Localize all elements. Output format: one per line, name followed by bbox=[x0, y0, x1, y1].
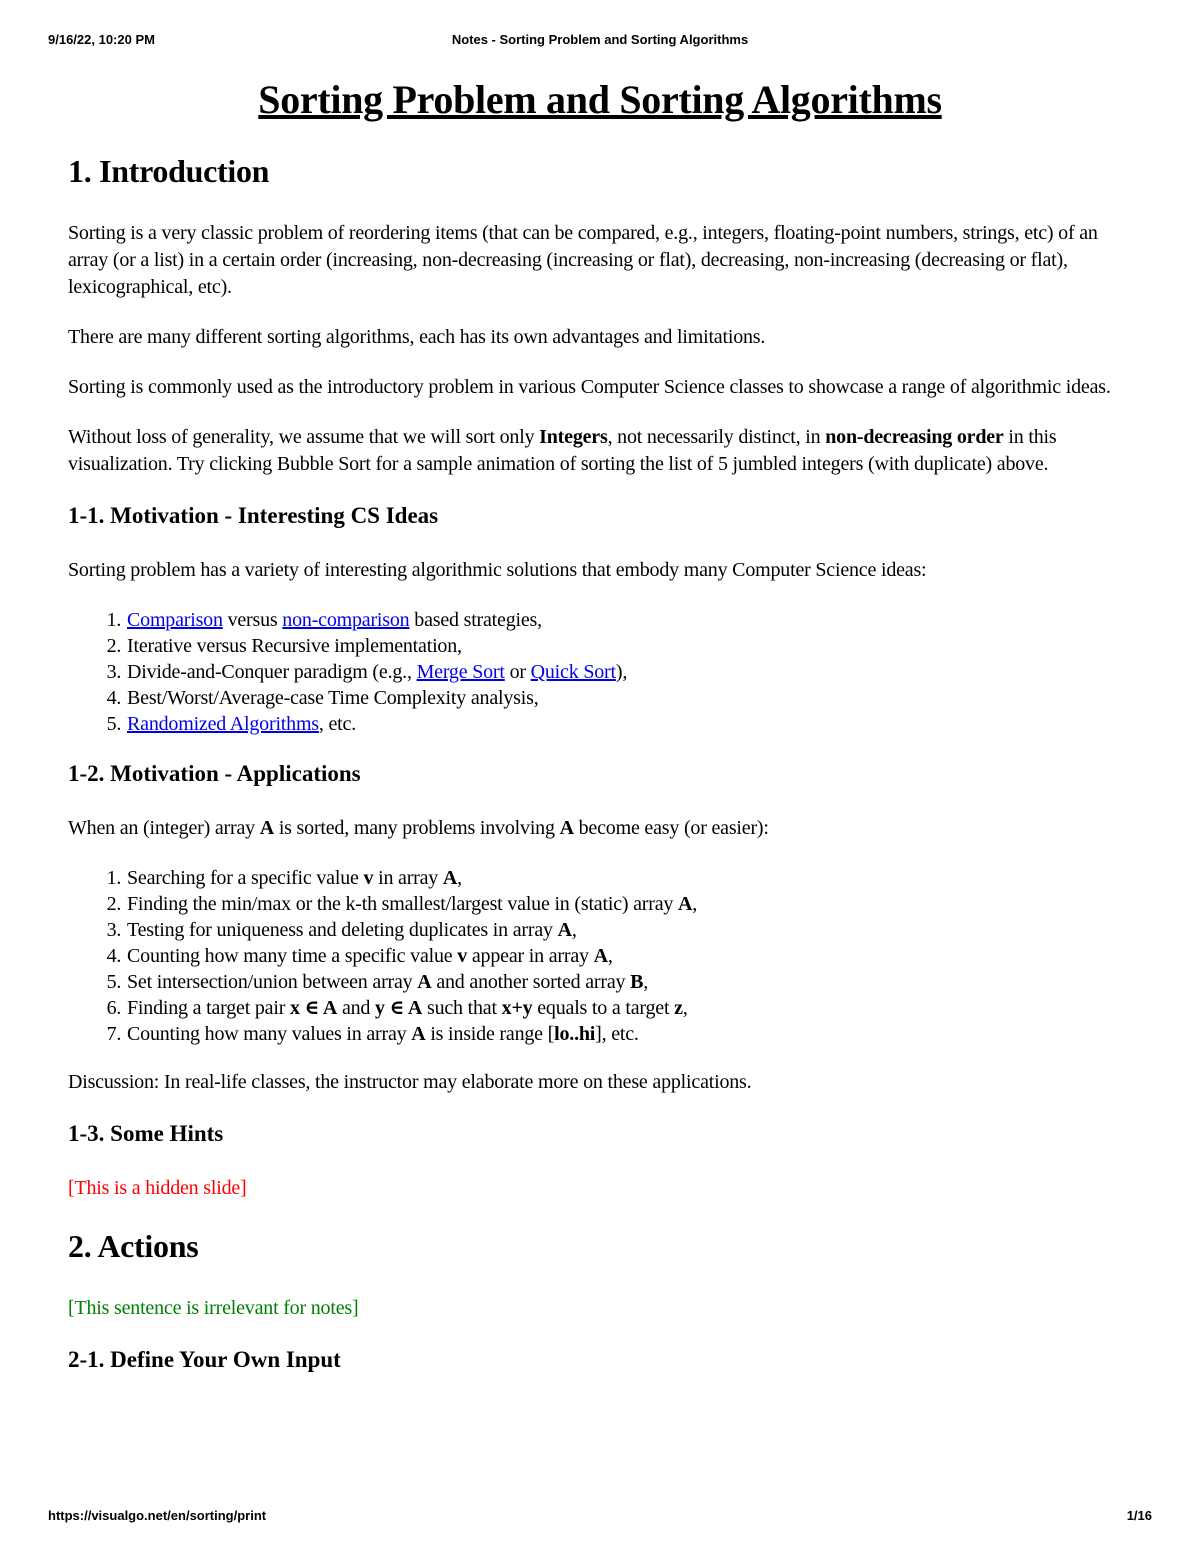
list-item: 3. Testing for uniqueness and deleting duplicates in array A, bbox=[126, 917, 1132, 943]
print-footer bbox=[48, 1508, 1152, 1528]
section-motivation-applications-heading: 1-2. Motivation - Applications bbox=[68, 761, 361, 786]
randomized-algorithms-link[interactable]: Randomized Algorithms bbox=[127, 713, 319, 735]
applications-list bbox=[68, 865, 1132, 1047]
section-hints-heading: 1-3. Some Hints bbox=[68, 1121, 224, 1146]
page-title: Sorting Problem and Sorting Algorithms bbox=[258, 77, 942, 122]
non-comparison-link[interactable]: non-comparison bbox=[282, 609, 410, 631]
motivation-ideas-intro: Sorting problem has a variety of interesting algorithmic solutions that embody many Computer Science ideas: bbox=[68, 559, 927, 581]
list-item: 1. Searching for a specific value v in array A, bbox=[126, 865, 1132, 891]
intro-paragraph-1: Sorting is a very classic problem of reordering items (that can be compared, e.g., integers, floating-point numbers, strings, etc) of an array (or a list) in a certain order (increasing, non-decreasing (increasing or flat), decreasing, non-increasing (decreasing or flat), lexicographical, etc). bbox=[68, 222, 1098, 298]
list-item: 2. Iterative versus Recursive implementation, bbox=[126, 633, 1132, 659]
hidden-slide-note: [This is a hidden slide] bbox=[68, 1177, 247, 1199]
page-number: 1/16 bbox=[1126, 1508, 1152, 1523]
intro-paragraph-4: Without loss of generality, we assume that we will sort only Integers, not necessarily distinct, in non-decreasing order in this visualization. Try clicking Bubble Sort for a sample animation of sorting the list of 5 jumbled integers (with duplicate) above. bbox=[68, 426, 1057, 475]
list-item: 1. Comparison versus non-comparison based strategies, bbox=[126, 607, 1132, 633]
section-introduction-heading: 1. Introduction bbox=[68, 153, 270, 189]
merge-sort-link[interactable]: Merge Sort bbox=[416, 661, 505, 683]
print-header bbox=[48, 32, 1152, 52]
list-item: 4. Counting how many time a specific value v appear in array A, bbox=[126, 943, 1132, 969]
list-item: 5. Set intersection/union between array A and another sorted array B, bbox=[126, 969, 1132, 995]
section-actions-heading: 2. Actions bbox=[68, 1228, 199, 1264]
section-define-input-heading: 2-1. Define Your Own Input bbox=[68, 1347, 341, 1372]
list-item: 2. Finding the min/max or the k-th smallest/largest value in (static) array A, bbox=[126, 891, 1132, 917]
list-item: 5. Randomized Algorithms, etc. bbox=[126, 711, 1132, 737]
applications-discussion: Discussion: In real-life classes, the instructor may elaborate more on these applications. bbox=[68, 1071, 752, 1093]
page-content bbox=[68, 70, 1132, 1401]
motivation-ideas-list bbox=[68, 607, 1132, 737]
list-item: 3. Divide-and-Conquer paradigm (e.g., Merge Sort or Quick Sort), bbox=[126, 659, 1132, 685]
list-item: 7. Counting how many values in array A is inside range [lo..hi], etc. bbox=[126, 1021, 1132, 1047]
intro-paragraph-2: There are many different sorting algorithms, each has its own advantages and limitations. bbox=[68, 326, 766, 348]
section-motivation-ideas-heading: 1-1. Motivation - Interesting CS Ideas bbox=[68, 503, 439, 528]
print-doc-title: Notes - Sorting Problem and Sorting Algorithms bbox=[451, 32, 749, 47]
list-item: 6. Finding a target pair x ∈ A and y ∈ A such that x+y equals to a target z, bbox=[126, 995, 1132, 1021]
print-url: https://visualgo.net/en/sorting/print bbox=[48, 1508, 267, 1523]
list-item: 4. Best/Worst/Average-case Time Complexity analysis, bbox=[126, 685, 1132, 711]
intro-paragraph-3: Sorting is commonly used as the introductory problem in various Computer Science classes to showcase a range of algorithmic ideas. bbox=[68, 376, 1111, 398]
irrelevant-note: [This sentence is irrelevant for notes] bbox=[68, 1297, 359, 1319]
applications-intro: When an (integer) array A is sorted, many problems involving A become easy (or easier): bbox=[68, 817, 769, 839]
quick-sort-link[interactable]: Quick Sort bbox=[530, 661, 616, 683]
print-timestamp: 9/16/22, 10:20 PM bbox=[48, 32, 155, 47]
comparison-link[interactable]: Comparison bbox=[127, 609, 223, 631]
